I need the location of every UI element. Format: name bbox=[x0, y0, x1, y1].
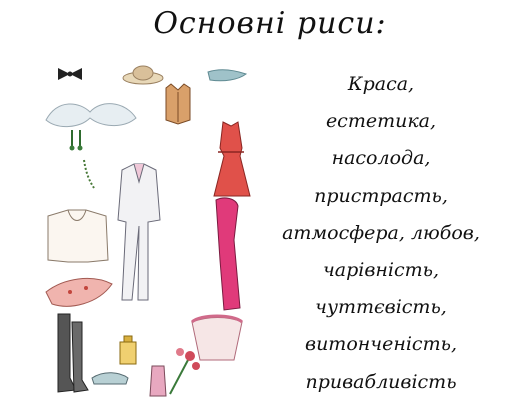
hat-icon bbox=[123, 66, 163, 84]
gloves-icon bbox=[208, 70, 246, 81]
trait-item: чарівність, bbox=[322, 258, 440, 281]
perfume-icon bbox=[120, 336, 136, 364]
blouse-icon bbox=[48, 210, 108, 262]
boots-icon bbox=[58, 314, 88, 392]
trait-item: Краса, bbox=[347, 73, 415, 95]
shoes-icon bbox=[92, 373, 128, 384]
scarf-icon bbox=[46, 278, 112, 306]
pink-dress-icon bbox=[216, 198, 240, 310]
feather-boa-icon bbox=[46, 104, 136, 127]
vest-icon bbox=[166, 84, 190, 124]
red-dress-icon bbox=[214, 122, 250, 196]
trait-item: естетика, bbox=[325, 110, 437, 133]
trait-item: витонченість, bbox=[305, 333, 457, 356]
page-title: Основні риси: bbox=[153, 6, 387, 41]
suit-icon bbox=[118, 164, 160, 300]
trait-item: чуттєвість, bbox=[315, 296, 447, 319]
trait-item: привабливість bbox=[305, 370, 457, 393]
corset-icon bbox=[192, 316, 242, 360]
trait-item: насолода, bbox=[331, 147, 431, 170]
fashion-illustration bbox=[28, 60, 278, 405]
trait-item: атмосфера, любов, bbox=[282, 221, 480, 244]
traits-list bbox=[262, 66, 500, 401]
trait-item: пристрасть, bbox=[314, 184, 448, 207]
bouquet-icon bbox=[170, 348, 200, 394]
earrings-icon bbox=[70, 130, 83, 151]
flower-vase-icon bbox=[150, 366, 166, 396]
bow-tie-icon bbox=[58, 68, 82, 80]
necklace-icon bbox=[84, 160, 94, 188]
